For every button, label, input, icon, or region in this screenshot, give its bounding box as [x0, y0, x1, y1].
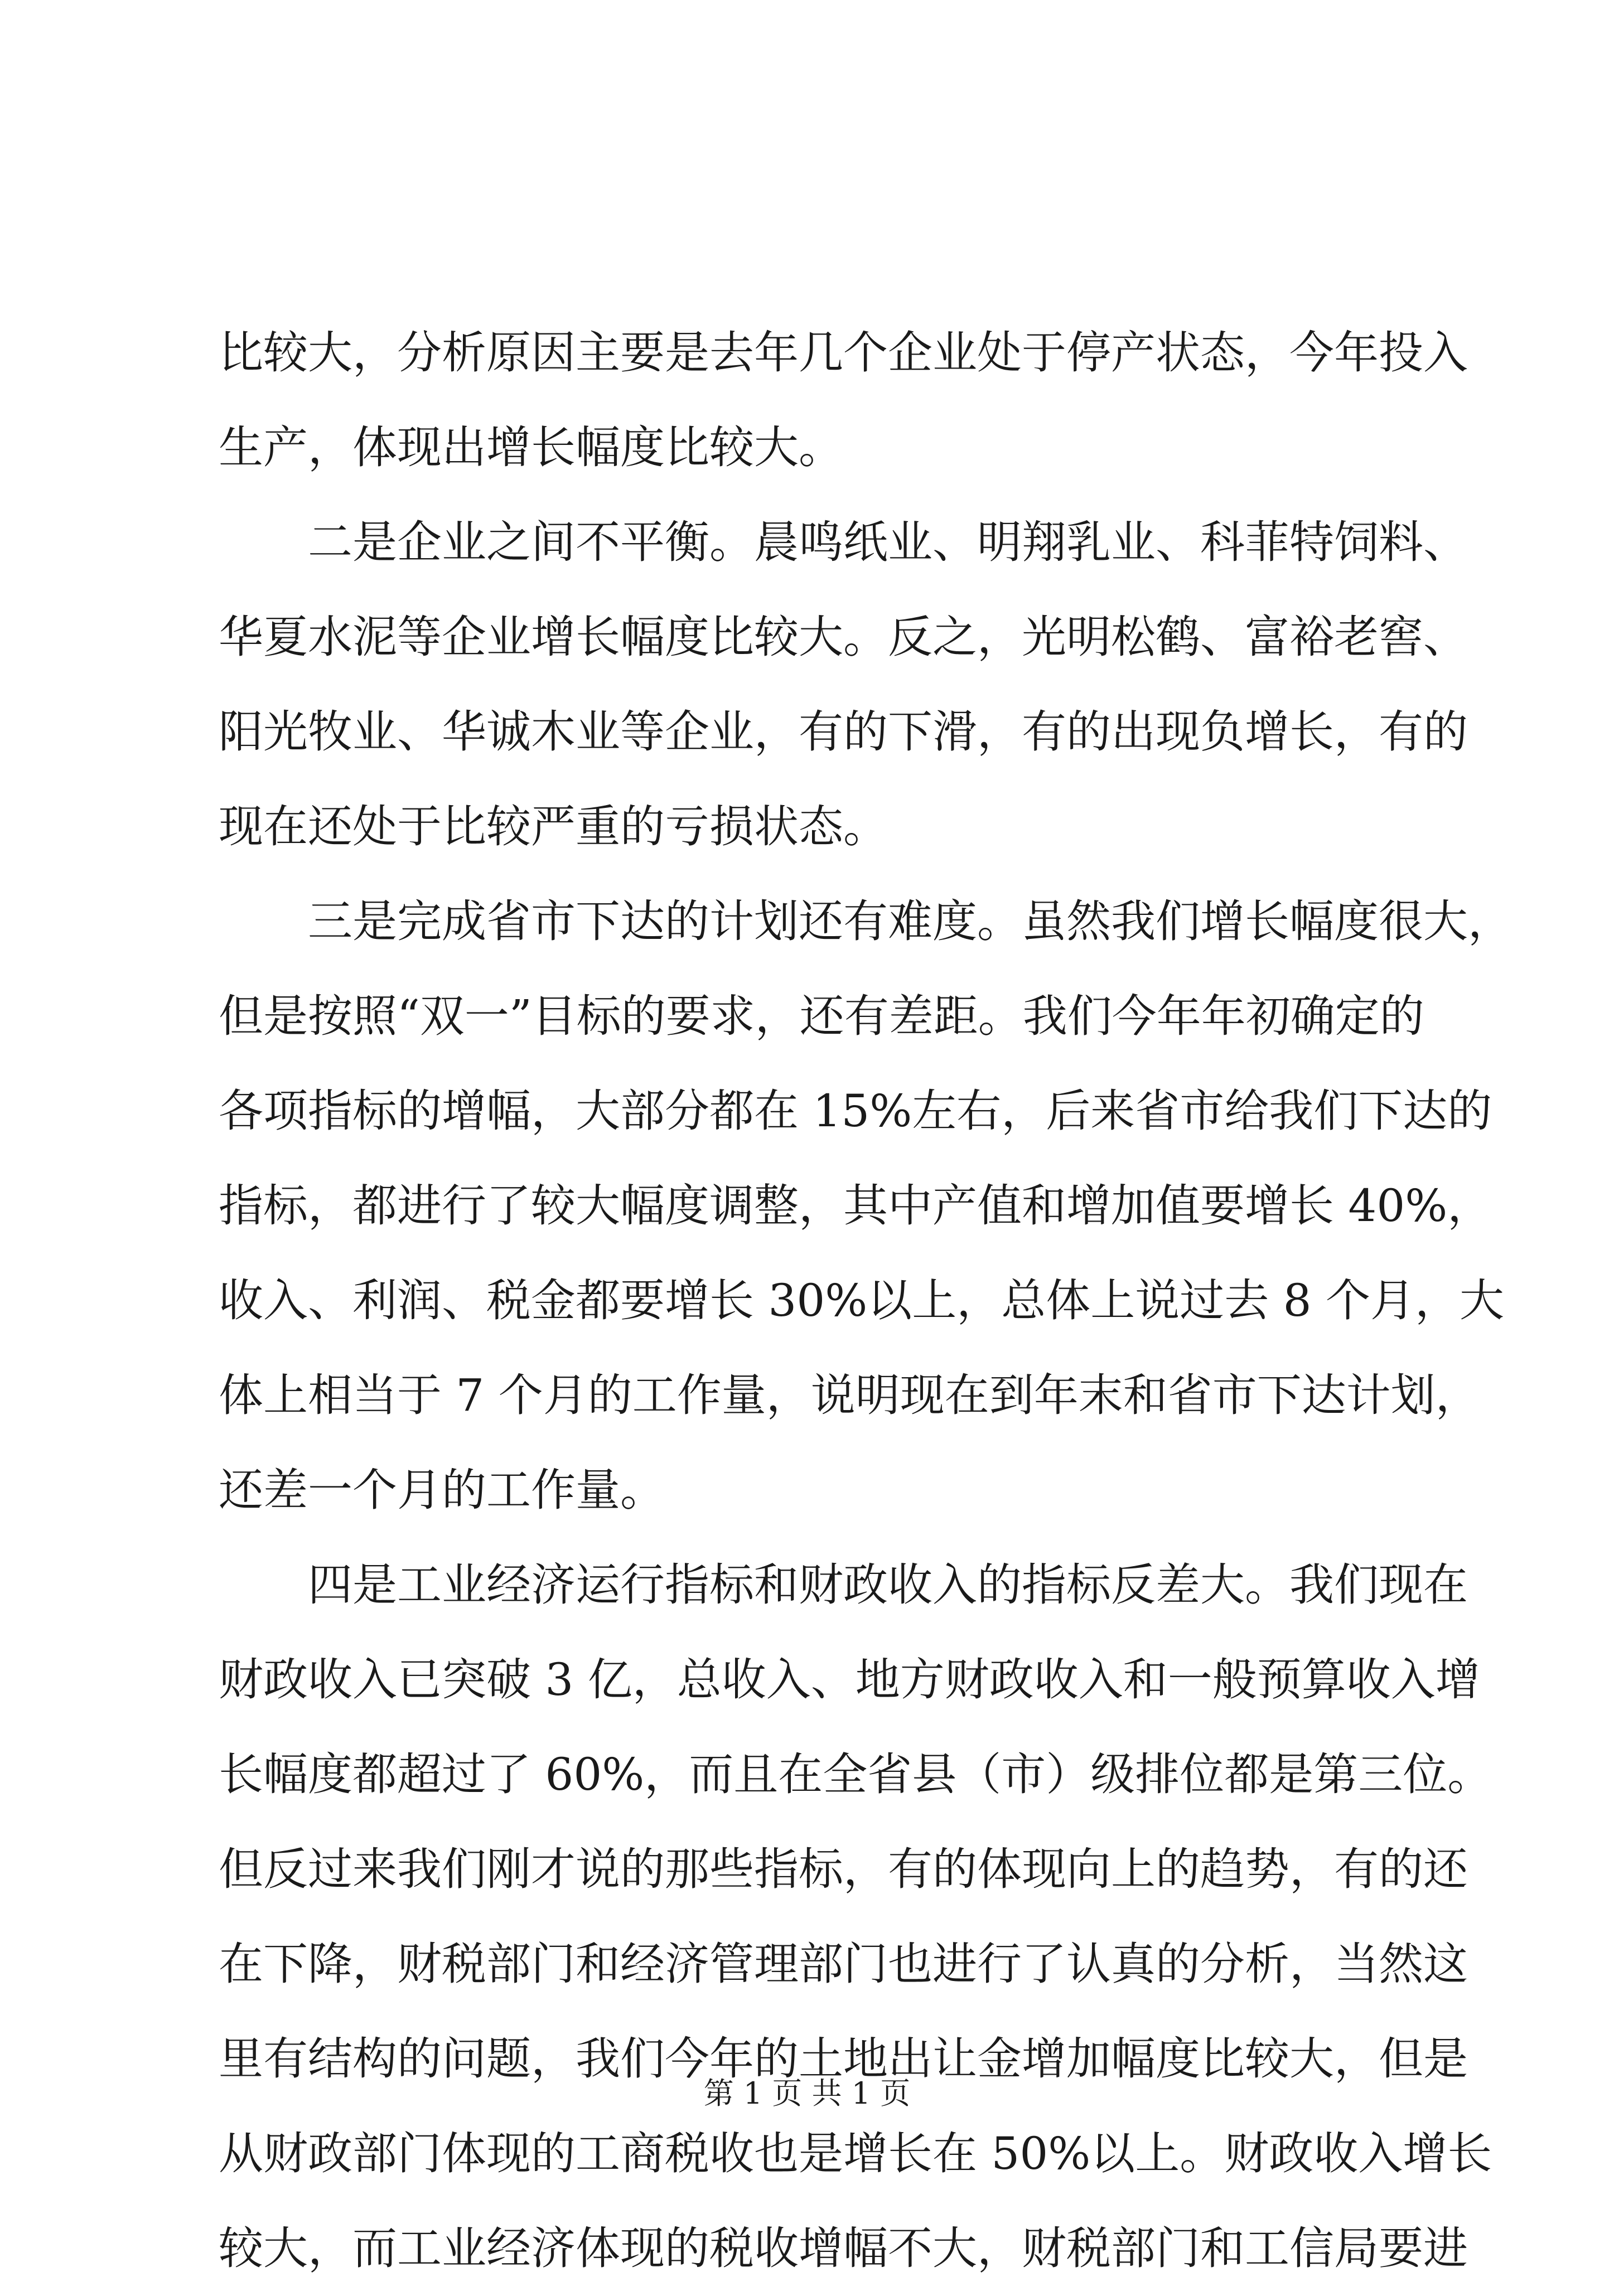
text-line: 比较大，分析原因主要是去年几个企业处于停产状态，今年投入: [219, 327, 1468, 379]
text-line: 四是工业经济运行指标和财政收入的指标反差大。我们现在: [308, 1559, 1468, 1611]
paragraph-3: [219, 874, 1512, 1538]
text-line: 从财政部门体现的工商税收也是增长在 50%以上。财政收入增长: [219, 2128, 1492, 2179]
page-number-label: 第 1 页 共 1 页: [703, 2076, 911, 2111]
paragraph-2: [219, 495, 1468, 874]
paragraph-1: [219, 306, 1468, 495]
text-line: 各项指标的增幅，大部分都在 15%左右，后来省市给我们下达的: [219, 1085, 1492, 1137]
text-line: 三是完成省市下达的计划还有难度。虽然我们增长幅度很大，: [308, 895, 1512, 947]
document-body: [219, 306, 1512, 2296]
text-line: 财政收入已突破 3 亿，总收入、地方财政收入和一般预算收入增: [219, 1654, 1480, 1706]
text-line: 体上相当于 7 个月的工作量，说明现在到年末和省市下达计划，: [219, 1369, 1480, 1421]
text-line: 但反过来我们刚才说的那些指标，有的体现向上的趋势，有的还: [219, 1843, 1468, 1895]
page-footer: [0, 2071, 1614, 2116]
text-line: 华夏水泥等企业增长幅度比较大。反之，光明松鹤、富裕老窖、: [219, 611, 1468, 663]
text-line: 指标，都进行了较大幅度调整，其中产值和增加值要增长 40%，: [219, 1180, 1492, 1232]
text-line: 二是企业之间不平衡。晨鸣纸业、明翔乳业、科菲特饲料、: [308, 516, 1468, 568]
text-line: 较大，而工业经济体现的税收增幅不大，财税部门和工信局要进: [219, 2222, 1468, 2274]
paragraph-4: [219, 1538, 1492, 2296]
text-line: 生产，体现出增长幅度比较大。: [219, 422, 843, 473]
text-line: 在下降，财税部门和经济管理部门也进行了认真的分析，当然这: [219, 1938, 1468, 1990]
text-line: 现在还处于比较严重的亏损状态。: [219, 801, 888, 852]
text-line: 还差一个月的工作量。: [219, 1464, 665, 1516]
text-line: 收入、利润、税金都要增长 30%以上，总体上说过去 8 个月，大: [219, 1275, 1504, 1326]
text-line: 长幅度都超过了 60%，而且在全省县（市）级排位都是第三位。: [219, 1748, 1492, 1800]
text-line: 但是按照“双一”目标的要求，还有差距。我们今年年初确定的: [219, 990, 1424, 1042]
text-line: 阳光牧业、华诚木业等企业，有的下滑，有的出现负增长，有的: [219, 706, 1468, 758]
text-line: 里有结构的问题，我们今年的土地出让金增加幅度比较大，但是: [219, 2033, 1468, 2085]
